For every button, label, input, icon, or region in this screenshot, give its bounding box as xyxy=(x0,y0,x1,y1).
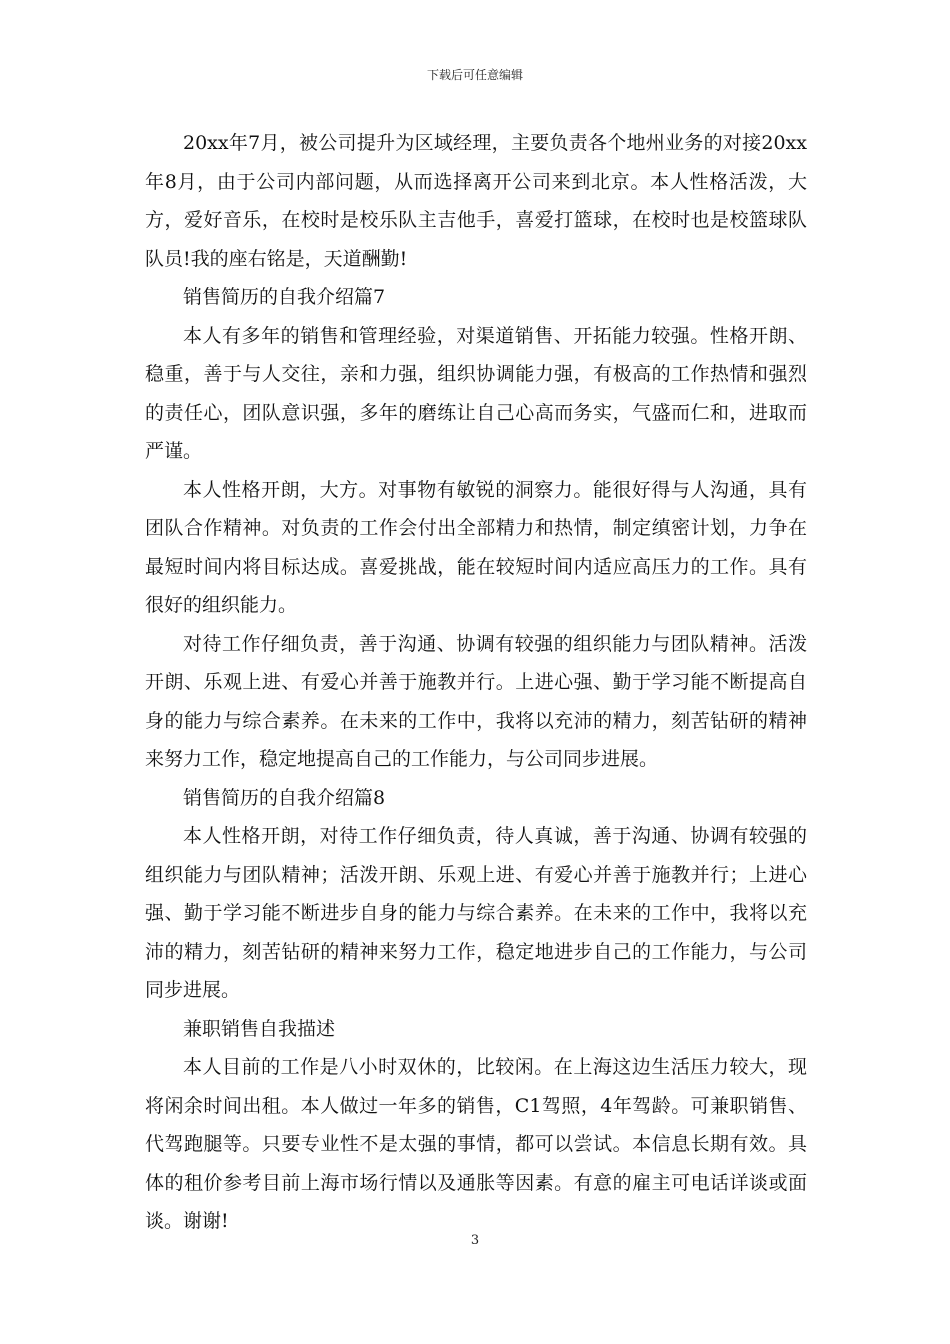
paragraph-part-7-2: 本人性格开朗，大方。对事物有敏锐的洞察力。能很好得与人沟通，具有团队合作精神。对负责的工作会付出全部精力和热情，制定缜密计划，力争在最短时间内将目标达成。喜爱挑战，能在较短时间内适应高压力的工作。具有很好的组织能力。 xyxy=(145,478,807,616)
paragraph-part-7-3: 对待工作仔细负责，善于沟通、协调有较强的组织能力与团队精神。活泼开朗、乐观上进、有爱心并善于施教并行。上进心强、勤于学习能不断提高自身的能力与综合素养。在未来的工作中，我将以充沛的精力，刻苦钻研的精神来努力工作，稳定地提高自己的工作能力，与公司同步进展。 xyxy=(145,632,807,770)
paragraph-part-7-1: 本人有多年的销售和管理经验，对渠道销售、开拓能力较强。性格开朗、稳重，善于与人交往，亲和力强，组织协调能力强，有极高的工作热情和强烈的责任心，团队意识强，多年的磨练让自己心高而务实，气盛而仁和，进取而严谨。 xyxy=(145,324,807,462)
paragraph-intro-continued: 20xx年7月，被公司提升为区域经理，主要负责各个地州业务的对接20xx年8月，由于公司内部问题，从而选择离开公司来到北京。本人性格活泼，大方，爱好音乐，在校时是校乐队主吉他手，喜爱打篮球，在校时也是校篮球队队员!我的座右铭是，天道酬勤! xyxy=(145,132,807,270)
page-header: 下载后可任意编辑 xyxy=(426,68,523,82)
paragraph-part-8-1: 本人性格开朗，对待工作仔细负责，待人真诚，善于沟通、协调有较强的组织能力与团队精神；活泼开朗、乐观上进、有爱心并善于施教并行；上进心强、勤于学习能不断进步自身的能力与综合素养。在未来的工作中，我将以充沛的精力，刻苦钻研的精神来努力工作，稳定地进步自己的工作能力，与公司同步进展。 xyxy=(145,825,807,1001)
section-heading-part-7: 销售简历的自我介绍篇7 xyxy=(183,286,386,308)
section-heading-part-time: 兼职销售自我描述 xyxy=(183,1017,336,1040)
section-heading-part-8: 销售简历的自我介绍篇8 xyxy=(183,786,386,809)
paragraph-part-time-1: 本人目前的工作是八小时双休的，比较闲。在上海这边生活压力较大，现将闲余时间出租。本人做过一年多的销售，C1驾照，4年驾龄。可兼职销售、代驾跑腿等。只要专业性不是太强的事情，都可以尝试。本信息长期有效。具体的租价参考目前上海市场行情以及通胀等因素。有意的雇主可电话详谈或面谈。谢谢! xyxy=(145,1056,807,1232)
document-body xyxy=(145,124,807,1241)
page-number: 3 xyxy=(470,1233,480,1248)
